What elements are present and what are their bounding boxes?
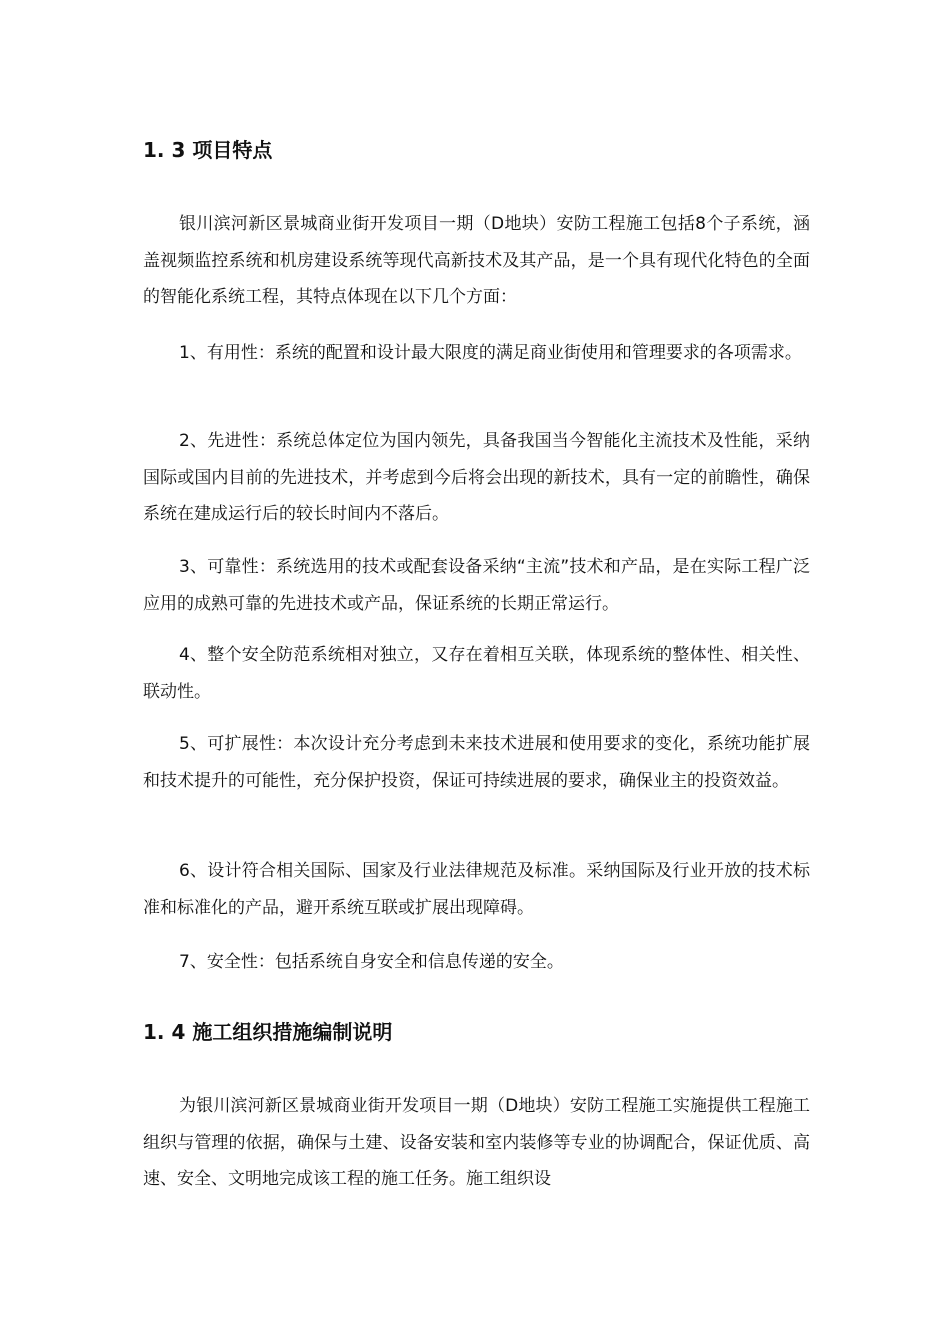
list-item-advanced: 2、先进性：系统总体定位为国内领先，具备我国当今智能化主流技术及性能，采纳国际或国内目前的先进技术，并考虑到今后将会出现的新技术，具有一定的前瞻性，确保系统在建成运行后的较长时间内不落后。 xyxy=(143,431,810,524)
list-item-usefulness: 1、有用性：系统的配置和设计最大限度的满足商业街使用和管理要求的各项需求。 xyxy=(179,343,802,363)
section-heading-1-4: 1. 4 施工组织措施编制说明 xyxy=(143,1020,393,1044)
list-item-scalability: 5、可扩展性：本次设计充分考虑到未来技术进展和使用要求的变化，系统功能扩展和技术提升的可能性，充分保护投资，保证可持续进展的要求，确保业主的投资效益。 xyxy=(143,734,810,791)
list-item-security: 7、安全性：包括系统自身安全和信息传递的安全。 xyxy=(179,952,564,972)
list-item-reliability: 3、可靠性：系统选用的技术或配套设备采纳“主流”技术和产品，是在实际工程广泛应用的成熟可靠的先进技术或产品，保证系统的长期正常运行。 xyxy=(143,557,810,614)
section-heading-1-3: 1. 3 项目特点 xyxy=(143,138,273,162)
construction-paragraph: 为银川滨河新区景城商业街开发项目一期（D地块）安防工程施工实施提供工程施工组织与管理的依据，确保与土建、设备安装和室内装修等专业的协调配合，保证优质、高速、安全、文明地完成该工程的施工任务。施工组织设 xyxy=(143,1096,810,1189)
intro-paragraph: 银川滨河新区景城商业街开发项目一期（D地块）安防工程施工包括8个子系统，涵盖视频监控系统和机房建设系统等现代高新技术及其产品，是一个具有现代化特色的全面的智能化系统工程，其特点体现在以下几个方面： xyxy=(143,214,810,307)
list-item-integration: 4、整个安全防范系统相对独立，又存在着相互关联，体现系统的整体性、相关性、联动性。 xyxy=(143,645,810,702)
list-item-standards: 6、设计符合相关国际、国家及行业法律规范及标准。采纳国际及行业开放的技术标准和标准化的产品，避开系统互联或扩展出现障碍。 xyxy=(143,861,810,918)
